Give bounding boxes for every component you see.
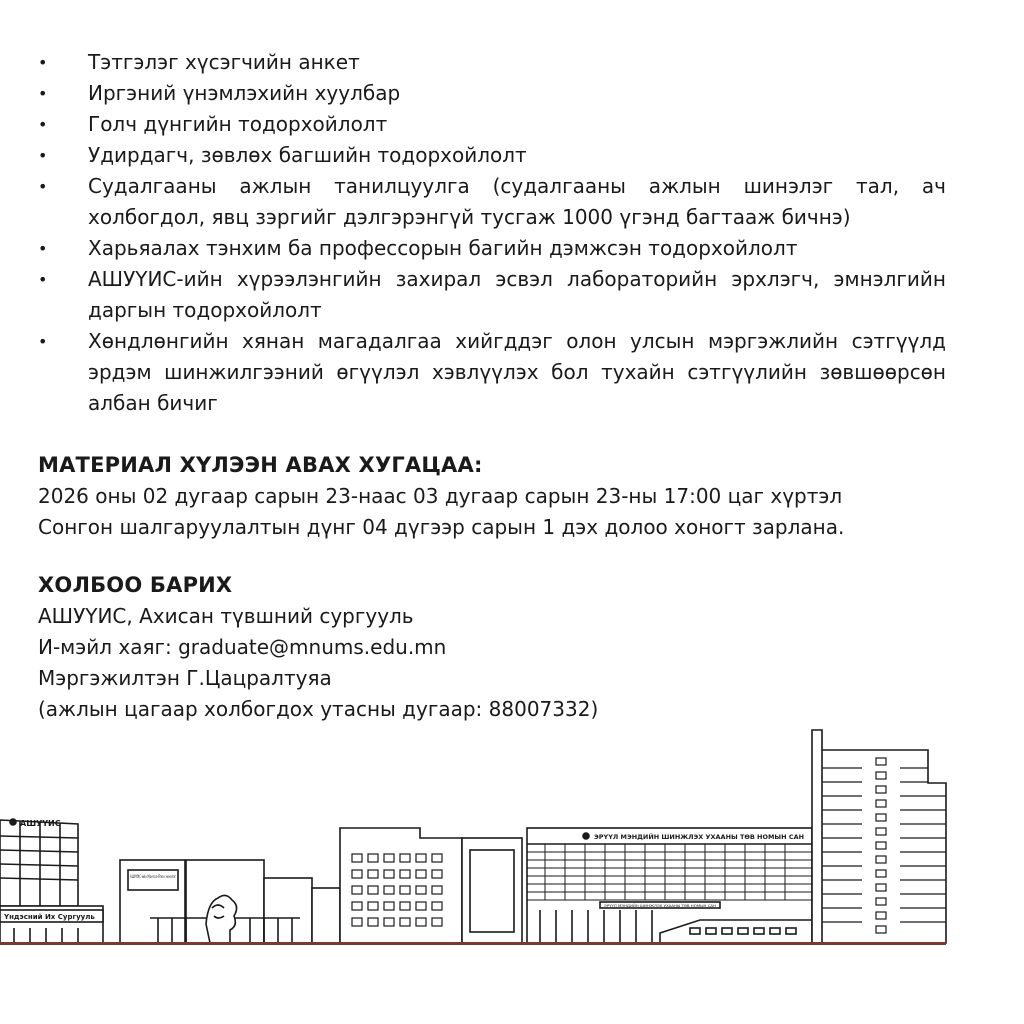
- list-item-text: Хөндлөнгийн хянан магадалгаа хийгддэг олон улсын мэргэжлийн сэтгүүлд эрдэм шинжилгээний өгүүлэл хэвлүүлэх бол тухайн сэтгүүлийн зөвшөөрсөн албан бичиг: [88, 329, 946, 415]
- library-building: [527, 828, 812, 943]
- results-announcement: Сонгон шалгаруулалтын дүнг 04 дүгээр сарын 1 дэх долоо хоногт зарлана.: [38, 515, 845, 539]
- contact-organization: АШУҮИС, Ахисан түвшний сургууль: [38, 604, 414, 628]
- bullet: •: [38, 239, 48, 258]
- campus-skyline-illustration: [0, 728, 1024, 958]
- submission-period-heading: МАТЕРИАЛ ХҮЛЭЭН АВАХ ХУГАЦАА:: [38, 453, 483, 477]
- bullet: •: [38, 146, 48, 165]
- library-sign: ЭРҮҮЛ МЭНДИЙН ШИНЖЛЭХ УХААНЫ ТӨВ НОМЫН САН: [594, 833, 805, 841]
- contact-section: [38, 570, 958, 725]
- list-item: [38, 171, 946, 233]
- library-sign-small: ЭРҮҮЛ МЭНДИЙН ШИНЖЛЭХ УХААНЫ ТӨВ НОМЫН САН: [604, 904, 706, 908]
- university-sign-bottom: Үндэсний Их Сургууль: [4, 913, 95, 921]
- submission-period-section: [38, 450, 958, 543]
- list-item: [38, 264, 946, 326]
- contact-email: И-мэйл хаяг: graduate@mnums.edu.mn: [38, 635, 447, 659]
- contact-person: Мэргэжилтэн Г.Цацралтуяа: [38, 666, 332, 690]
- contact-heading: ХОЛБОО БАРИХ: [38, 573, 233, 597]
- hospital-sign: АШУҮИС-ийн Монгол-Япон эмнэлэг: [130, 874, 176, 879]
- list-item-text: Харьяалах тэнхим ба профессорын багийн дэмжсэн тодорхойлолт: [88, 236, 798, 260]
- list-item: [38, 78, 946, 109]
- list-item-text: Удирдагч, зөвлөх багшийн тодорхойлолт: [88, 143, 527, 167]
- university-logo-icon: [10, 819, 16, 825]
- list-item-text: АШУҮИС-ийн хүрээлэнгийн захирал эсвэл лабораторийн эрхлэгч, эмнэлгийн даргын тодорхойлолт: [88, 267, 946, 322]
- contact-phone: (ажлын цагаар холбогдох утасны дугаар: 88007332): [38, 697, 599, 721]
- university-main-building: [0, 820, 103, 943]
- bullet: •: [38, 270, 48, 289]
- bullet: •: [38, 115, 48, 134]
- list-item: [38, 47, 946, 78]
- list-item-text: Тэтгэлэг хүсэгчийн анкет: [88, 50, 360, 74]
- bullet: •: [38, 84, 48, 103]
- list-item-text: Судалгааны ажлын танилцуулга (судалгааны ажлын шинэлэг тал, ач холбогдол, явц зэргийг дэлгэрэнгүй тусгаж 1000 үгэнд багтааж бичнэ): [88, 174, 946, 229]
- list-item: [38, 326, 946, 419]
- list-item-text: Иргэний үнэмлэхийн хуулбар: [88, 81, 401, 105]
- bullet: •: [38, 53, 48, 72]
- list-item: [38, 109, 946, 140]
- library-logo-icon: [583, 833, 589, 839]
- list-item: [38, 233, 946, 264]
- university-sign: АШУҮИС: [20, 819, 61, 828]
- submission-period-dates: 2026 оны 02 дугаар сарын 23-наас 03 дугаар сарын 23-ны 17:00 цаг хүртэл: [38, 484, 843, 508]
- central-block-building: [340, 828, 522, 943]
- list-item: [38, 140, 946, 171]
- bullet: •: [38, 332, 48, 351]
- requirements-list: [38, 47, 946, 419]
- bullet: •: [38, 177, 48, 196]
- ground-line: [0, 942, 946, 945]
- tower-building: [812, 730, 946, 943]
- list-item-text: Голч дүнгийн тодорхойлолт: [88, 112, 388, 136]
